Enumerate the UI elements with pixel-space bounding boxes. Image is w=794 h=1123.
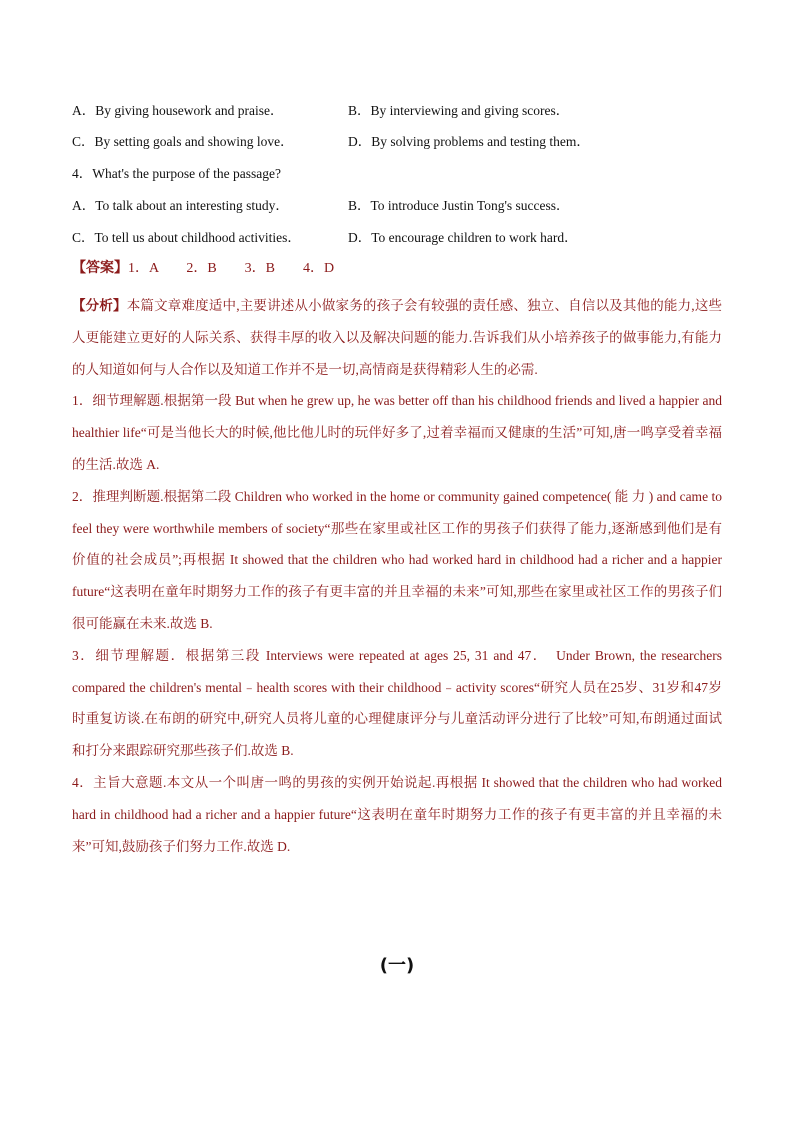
- option-row-ab: [72, 101, 722, 121]
- analysis-item-2: 2．推理判断题.根据第二段 Children who worked in the home or community gained competence( 能 力 ) and came to feel they were worthwhile members of society“那些在家里或社区工作的男孩子们获得了能力,逐渐感到他们是有价值的社会成员”;再根据 It showed that the children who had worked hard in childhood had a richer and a happier future“这表明在童年时期努力工作的孩子有更丰富的并且幸福的未来”可知,那些在家里或社区工作的男孩子们很可能赢在未来.故选 B.: [72, 488, 722, 631]
- analysis-section: [72, 290, 722, 862]
- q4-option-b: B．To introduce Justin Tong's success．: [348, 198, 570, 213]
- analysis-item-3: 3．细节理解题．根据第三段 Interviews were repeated at ages 25, 31 and 47． Under Brown, the researchers compared the children's mental﹣health scores with their childhood﹣activity scores“研究人员在25岁、31岁和47岁时重复访谈.在布朗的研究中,研究人员将儿童的心理健康评分与儿童活动评分进行了比较”可知,布朗通过面试和打分来跟踪研究那些孩子们.故选 B.: [72, 647, 722, 759]
- analysis-item-1: 1．细节理解题.根据第一段 But when he grew up, he was better off than his childhood friends and lived a happier and healthier life“可是当他长大的时候,他比他儿时的玩伴好多了,过着幸福而又健康的生活”可知,唐一鸣享受着幸福的生活.故选 A.: [72, 393, 722, 472]
- option-row-cd: [72, 132, 722, 152]
- answer-text: 1．A 2．B 3．B 4．D: [128, 261, 335, 276]
- answer-tag: 【答案】: [72, 261, 128, 276]
- answer-key: [72, 259, 334, 279]
- q4-option-c: C．To tell us about childhood activities．: [72, 230, 301, 245]
- option-c: C．By setting goals and showing love．: [72, 134, 294, 149]
- q4-option-row-ab: [72, 196, 722, 216]
- section-mark: (一): [379, 955, 415, 976]
- analysis-intro-text: 本篇文章难度适中,主要讲述从小做家务的孩子会有较强的责任感、独立、自信以及其他的能力,这些人更能建立更好的人际关系、获得丰厚的收入以及解决问题的能力.告诉我们从小培养孩子的做事能力,有能力的人知道如何与人合作以及知道工作并不是一切,高情商是获得精彩人生的必需.: [72, 298, 723, 377]
- analysis-intro: [72, 290, 722, 385]
- option-a: A．By giving housework and praise．: [72, 103, 284, 118]
- question-4: 4．What's the purpose of the passage?: [72, 166, 281, 181]
- q4-option-row-cd: [72, 228, 722, 248]
- q4-option-a: A．To talk about an interesting study．: [72, 198, 289, 213]
- analysis-tag: 【分析】: [72, 298, 127, 313]
- analysis-item-4: 4．主旨大意题.本文从一个叫唐一鸣的男孩的实例开始说起.再根据 It showed that the children who had worked hard in childhood had a richer and a happier future“这表明在童年时期努力工作的孩子有更丰富的并且幸福的未来”可知,鼓励孩子们努力工作.故选 D.: [72, 774, 722, 854]
- q4-option-d: D．To encourage children to work hard．: [348, 230, 578, 245]
- option-d: D．By solving problems and testing them．: [348, 134, 590, 149]
- option-b: B．By interviewing and giving scores．: [348, 103, 570, 118]
